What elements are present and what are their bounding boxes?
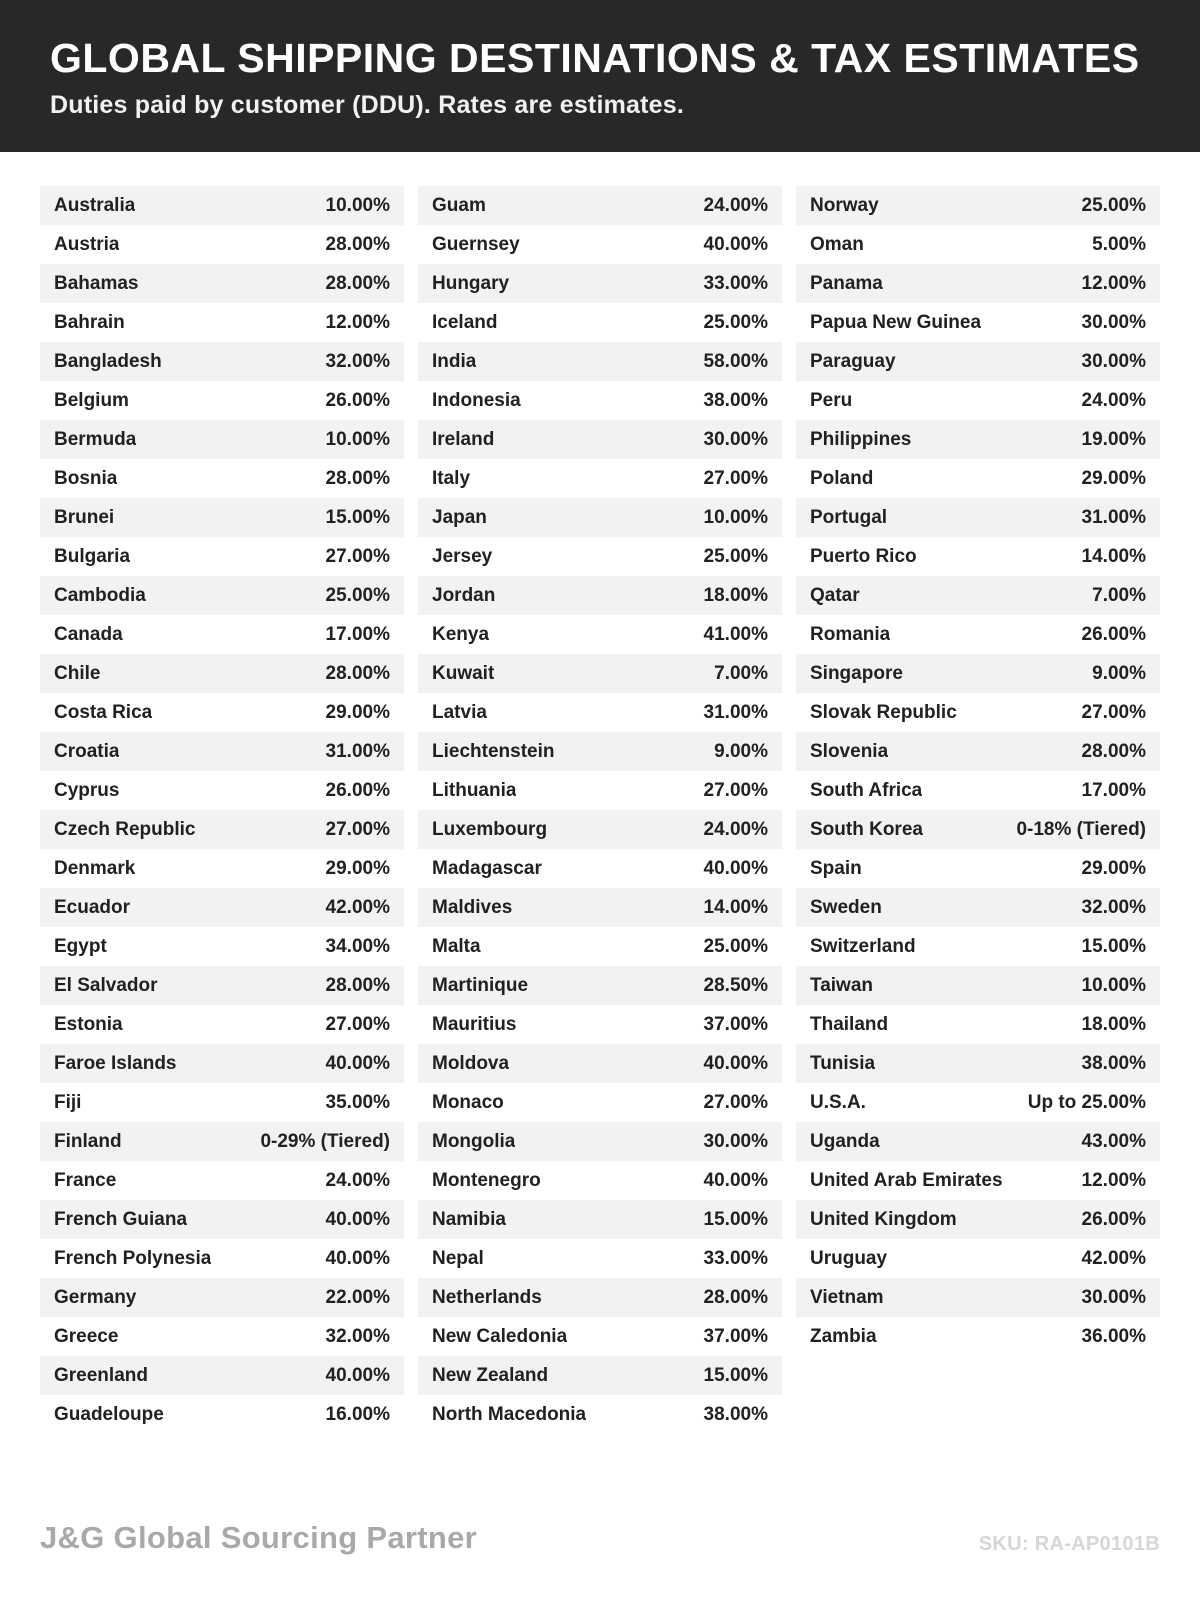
table-row [796,927,1160,966]
table-row [40,1044,404,1083]
tax-rate: 28.00% [703,1286,768,1308]
tax-rate: 17.00% [1081,779,1146,801]
country-name: Guam [432,194,486,216]
tax-rate: 32.00% [325,350,390,372]
table-row [796,849,1160,888]
table-row [40,303,404,342]
country-name: Norway [810,194,879,216]
country-name: North Macedonia [432,1403,587,1425]
country-name: Austria [54,233,120,255]
tax-rate: 9.00% [714,740,768,762]
tax-rate: 37.00% [703,1325,768,1347]
country-name: Czech Republic [54,818,196,840]
table-row [418,1200,782,1239]
tax-rate: 30.00% [1081,1286,1146,1308]
footer [40,1520,1160,1556]
table-row [40,186,404,225]
table-row [40,1083,404,1122]
table-row [418,654,782,693]
country-name: Nepal [432,1247,484,1269]
country-name: Cyprus [54,779,120,801]
tax-rate: 32.00% [325,1325,390,1347]
table-row [796,225,1160,264]
country-name: Australia [54,194,136,216]
country-name: Denmark [54,857,136,879]
table-row [40,732,404,771]
table-row [40,615,404,654]
table-row [418,693,782,732]
table-row [40,1200,404,1239]
country-name: South Africa [810,779,923,801]
table-row [40,342,404,381]
tax-rate: 30.00% [1081,350,1146,372]
table-row [796,1239,1160,1278]
tax-rate: 42.00% [325,896,390,918]
country-name: Bangladesh [54,350,162,372]
table-row [40,966,404,1005]
country-name: Belgium [54,389,129,411]
tax-rate: 43.00% [1081,1130,1146,1152]
tax-rate: 28.00% [325,272,390,294]
tax-rate: 26.00% [1081,1208,1146,1230]
tax-rate: 40.00% [325,1364,390,1386]
table-row [418,420,782,459]
tax-rate: 33.00% [703,272,768,294]
table-row [796,1278,1160,1317]
country-name: Luxembourg [432,818,548,840]
tax-rate: 15.00% [703,1208,768,1230]
country-name: Switzerland [810,935,916,957]
table-row [796,1044,1160,1083]
tax-rate: 18.00% [1081,1013,1146,1035]
country-name: New Caledonia [432,1325,568,1347]
table-row [418,888,782,927]
table-row [40,654,404,693]
table-row [418,498,782,537]
table-row [796,654,1160,693]
table-row [418,1278,782,1317]
table-row [796,1122,1160,1161]
country-name: Philippines [810,428,912,450]
tax-rate: 10.00% [1081,974,1146,996]
tax-rate: 27.00% [325,818,390,840]
country-name: Netherlands [432,1286,542,1308]
tax-rate: 32.00% [1081,896,1146,918]
country-name: Kuwait [432,662,495,684]
tax-rate: 38.00% [703,389,768,411]
tax-rate: 34.00% [325,935,390,957]
country-name: U.S.A. [810,1091,866,1113]
tax-rate: 27.00% [1081,701,1146,723]
country-name: Slovenia [810,740,889,762]
country-name: Madagascar [432,857,542,879]
tax-rate: 18.00% [703,584,768,606]
tax-rate: 0-29% (Tiered) [260,1130,390,1152]
country-name: Tunisia [810,1052,876,1074]
table-row [418,1239,782,1278]
country-name: Ireland [432,428,495,450]
table-row [40,1161,404,1200]
table-row [418,1005,782,1044]
table-row [796,576,1160,615]
rates-table [40,186,1160,1434]
page-title: GLOBAL SHIPPING DESTINATIONS & TAX ESTIMATES [50,35,1140,81]
table-row [418,732,782,771]
tax-rate: 10.00% [325,194,390,216]
country-name: Bahrain [54,311,125,333]
table-row [40,498,404,537]
tax-rate: 28.00% [325,467,390,489]
country-name: Finland [54,1130,122,1152]
country-name: Mongolia [432,1130,516,1152]
table-row [796,732,1160,771]
table-row [418,1122,782,1161]
country-name: Montenegro [432,1169,541,1191]
table-row [418,1317,782,1356]
country-name: French Guiana [54,1208,188,1230]
table-row [796,1200,1160,1239]
table-row [40,1005,404,1044]
table-row [796,888,1160,927]
country-name: Panama [810,272,883,294]
table-row [40,420,404,459]
table-row [418,576,782,615]
tax-rate: 27.00% [703,1091,768,1113]
country-name: Iceland [432,311,498,333]
country-name: Taiwan [810,974,873,996]
table-row [796,1161,1160,1200]
table-row [418,459,782,498]
table-row [796,693,1160,732]
country-name: Liechtenstein [432,740,555,762]
table-row [40,459,404,498]
tax-rate: 10.00% [703,506,768,528]
country-name: Uganda [810,1130,880,1152]
tax-rate: 28.00% [325,974,390,996]
table-row [418,1395,782,1434]
table-row [796,1083,1160,1122]
country-name: Paraguay [810,350,896,372]
tax-rate: 25.00% [703,311,768,333]
tax-rate: Up to 25.00% [1027,1091,1146,1113]
tax-rate: 31.00% [703,701,768,723]
tax-rate: 27.00% [325,545,390,567]
table-row [418,810,782,849]
tax-rate: 29.00% [325,701,390,723]
country-name: Oman [810,233,864,255]
table-row [40,693,404,732]
table-row [40,381,404,420]
country-name: Zambia [810,1325,877,1347]
tax-rate: 7.00% [1092,584,1146,606]
country-name: Martinique [432,974,529,996]
tax-rate: 14.00% [703,896,768,918]
country-name: Latvia [432,701,487,723]
country-name: Greece [54,1325,119,1347]
header-banner [0,0,1200,152]
country-name: Thailand [810,1013,889,1035]
rate-column [796,186,1160,1356]
country-name: Qatar [810,584,860,606]
tax-rate: 10.00% [325,428,390,450]
country-name: Uruguay [810,1247,888,1269]
table-row [418,186,782,225]
country-name: Bahamas [54,272,139,294]
tax-rate: 40.00% [325,1208,390,1230]
country-name: Mauritius [432,1013,517,1035]
country-name: Hungary [432,272,510,294]
table-row [418,615,782,654]
country-name: Costa Rica [54,701,153,723]
rate-column [40,186,404,1434]
table-row [796,459,1160,498]
country-name: Ecuador [54,896,131,918]
table-row [418,1044,782,1083]
country-name: Peru [810,389,853,411]
country-name: Spain [810,857,862,879]
tax-rate: 26.00% [325,779,390,801]
tax-rate: 25.00% [1081,194,1146,216]
country-name: Bermuda [54,428,137,450]
table-row [418,303,782,342]
tax-rate: 40.00% [703,857,768,879]
table-row [418,849,782,888]
table-row [796,1005,1160,1044]
country-name: South Korea [810,818,923,840]
country-name: Croatia [54,740,120,762]
country-name: French Polynesia [54,1247,212,1269]
table-row [40,888,404,927]
country-name: United Kingdom [810,1208,957,1230]
table-row [418,225,782,264]
country-name: Bulgaria [54,545,131,567]
table-row [796,186,1160,225]
tax-rate: 19.00% [1081,428,1146,450]
table-row [796,498,1160,537]
country-name: Moldova [432,1052,510,1074]
table-row [418,381,782,420]
tax-rate: 25.00% [703,545,768,567]
tax-rate: 22.00% [325,1286,390,1308]
table-row [418,771,782,810]
brand-name: J&G Global Sourcing Partner [40,1520,478,1555]
country-name: Guadeloupe [54,1403,164,1425]
tax-rate: 30.00% [703,428,768,450]
tax-rate: 36.00% [1081,1325,1146,1347]
country-name: Jordan [432,584,496,606]
table-row [40,1317,404,1356]
table-row [40,537,404,576]
country-name: Germany [54,1286,137,1308]
tax-rate: 12.00% [1081,1169,1146,1191]
tax-rate: 38.00% [703,1403,768,1425]
table-row [40,576,404,615]
tax-rate: 40.00% [703,1169,768,1191]
tax-rate: 30.00% [703,1130,768,1152]
table-row [40,1122,404,1161]
tax-rate: 58.00% [703,350,768,372]
table-row [40,1239,404,1278]
country-name: Portugal [810,506,888,528]
country-name: Singapore [810,662,903,684]
tax-rate: 31.00% [325,740,390,762]
tax-rate: 16.00% [325,1403,390,1425]
table-row [40,927,404,966]
tax-rate: 41.00% [703,623,768,645]
tax-rate: 27.00% [703,467,768,489]
rate-column [418,186,782,1434]
tax-rate: 9.00% [1092,662,1146,684]
country-name: India [432,350,477,372]
country-name: Kenya [432,623,490,645]
tax-rate: 26.00% [325,389,390,411]
tax-rate: 27.00% [703,779,768,801]
country-name: Lithuania [432,779,517,801]
tax-rate: 0-18% (Tiered) [1016,818,1146,840]
tax-rate: 30.00% [1081,311,1146,333]
table-row [796,420,1160,459]
tax-rate: 40.00% [703,233,768,255]
table-row [796,771,1160,810]
tax-rate: 17.00% [325,623,390,645]
country-name: Puerto Rico [810,545,917,567]
table-row [40,225,404,264]
tax-rate: 15.00% [1081,935,1146,957]
table-row [40,810,404,849]
tax-rate: 29.00% [325,857,390,879]
country-name: Egypt [54,935,107,957]
country-name: France [54,1169,117,1191]
tax-rate: 15.00% [703,1364,768,1386]
country-name: Jersey [432,545,493,567]
tax-rate: 40.00% [703,1052,768,1074]
table-row [40,1395,404,1434]
tax-rate: 33.00% [703,1247,768,1269]
table-row [40,1278,404,1317]
country-name: Estonia [54,1013,123,1035]
table-row [418,1083,782,1122]
tax-rate: 24.00% [1081,389,1146,411]
country-name: Papua New Guinea [810,311,982,333]
tax-rate: 12.00% [325,311,390,333]
country-name: Guernsey [432,233,520,255]
table-row [40,849,404,888]
country-name: Poland [810,467,874,489]
country-name: Brunei [54,506,115,528]
table-row [418,264,782,303]
tax-rate: 28.00% [325,662,390,684]
country-name: Vietnam [810,1286,884,1308]
table-row [40,1356,404,1395]
tax-rate: 31.00% [1081,506,1146,528]
tax-rate: 29.00% [1081,857,1146,879]
table-row [796,264,1160,303]
country-name: Maldives [432,896,513,918]
table-row [796,810,1160,849]
tax-rate: 14.00% [1081,545,1146,567]
country-name: Namibia [432,1208,506,1230]
table-row [40,264,404,303]
tax-rate: 7.00% [714,662,768,684]
tax-rate: 29.00% [1081,467,1146,489]
tax-rate: 24.00% [703,194,768,216]
country-name: Slovak Republic [810,701,957,723]
country-name: Indonesia [432,389,521,411]
tax-rate: 28.00% [325,233,390,255]
tax-rate: 5.00% [1092,233,1146,255]
country-name: Cambodia [54,584,146,606]
tax-rate: 24.00% [703,818,768,840]
country-name: Bosnia [54,467,118,489]
table-row [796,1317,1160,1356]
country-name: Sweden [810,896,882,918]
country-name: Malta [432,935,481,957]
tax-rate: 35.00% [325,1091,390,1113]
country-name: New Zealand [432,1364,549,1386]
tax-rate: 37.00% [703,1013,768,1035]
tax-rate: 38.00% [1081,1052,1146,1074]
country-name: United Arab Emirates [810,1169,1003,1191]
tax-rate: 27.00% [325,1013,390,1035]
page-subtitle: Duties paid by customer (DDU). Rates are estimates. [50,91,685,120]
table-row [796,381,1160,420]
tax-rate: 28.00% [1081,740,1146,762]
table-row [796,615,1160,654]
country-name: Japan [432,506,487,528]
tax-rate: 25.00% [703,935,768,957]
country-name: Faroe Islands [54,1052,177,1074]
country-name: Chile [54,662,101,684]
country-name: Romania [810,623,891,645]
table-row [418,1356,782,1395]
table-row [796,342,1160,381]
country-name: Fiji [54,1091,82,1113]
country-name: Canada [54,623,123,645]
tax-rate: 26.00% [1081,623,1146,645]
tax-rate: 12.00% [1081,272,1146,294]
table-row [418,537,782,576]
table-row [418,927,782,966]
country-name: Italy [432,467,471,489]
table-row [796,303,1160,342]
tax-rate: 25.00% [325,584,390,606]
tax-rate: 42.00% [1081,1247,1146,1269]
table-row [418,966,782,1005]
table-row [418,1161,782,1200]
table-row [40,771,404,810]
country-name: Monaco [432,1091,504,1113]
sku-label: SKU: RA-AP0101B [978,1533,1160,1555]
tax-rate: 40.00% [325,1247,390,1269]
tax-rate: 40.00% [325,1052,390,1074]
tax-rate: 28.50% [703,974,768,996]
country-name: Greenland [54,1364,148,1386]
tax-rate: 24.00% [325,1169,390,1191]
country-name: El Salvador [54,974,158,996]
table-row [418,342,782,381]
table-row [796,966,1160,1005]
tax-rate: 15.00% [325,506,390,528]
table-row [796,537,1160,576]
